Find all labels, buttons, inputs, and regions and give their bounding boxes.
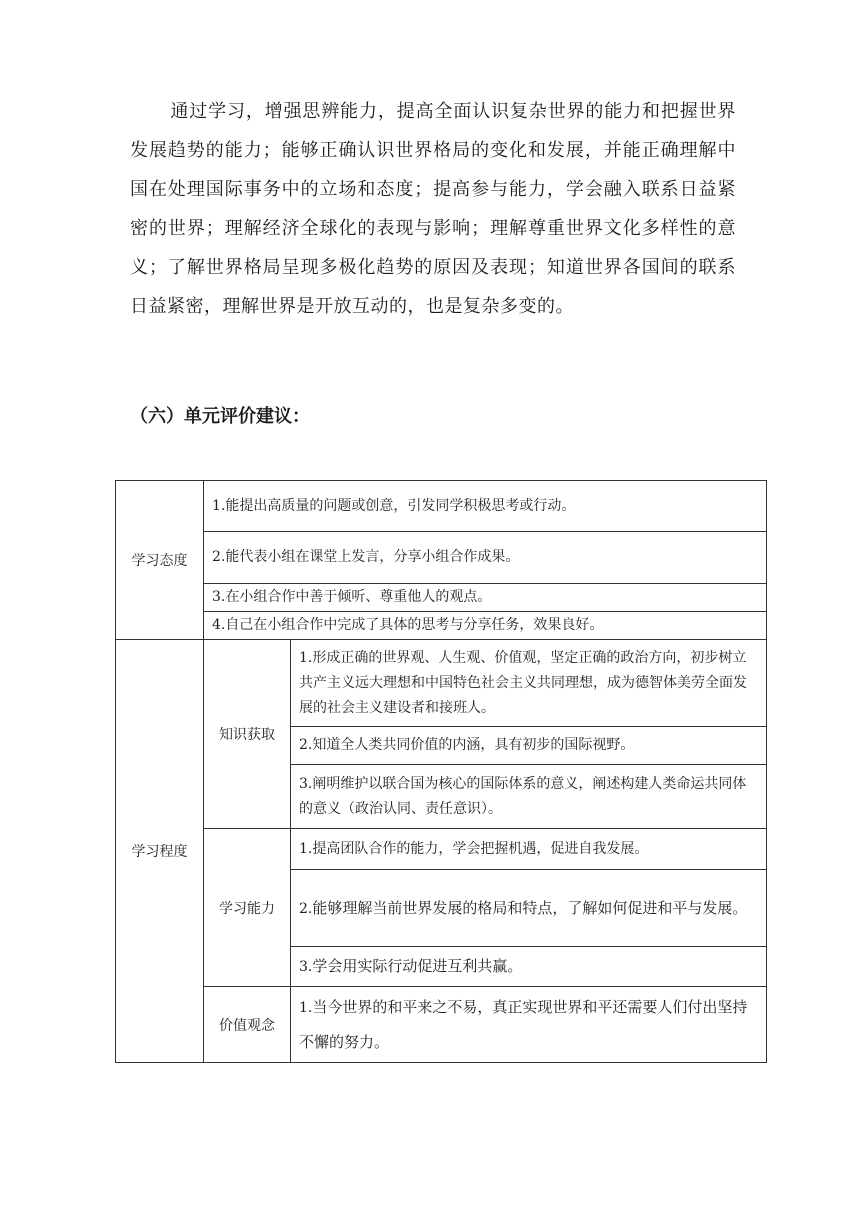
intro-paragraph bbox=[130, 92, 736, 326]
table-row bbox=[116, 987, 767, 1063]
attitude-item-2: 2.能代表小组在课堂上发言，分享小组合作成果。 bbox=[204, 532, 767, 584]
attitude-item-1: 1.能提出高质量的问题或创意，引发同学积极思考或行动。 bbox=[204, 481, 767, 532]
section-heading: （六）单元评价建议： bbox=[130, 406, 310, 427]
ability-item-2-number: 2. bbox=[299, 900, 313, 917]
ability-item-3-text: 学会用实际行动促进互利共赢。 bbox=[312, 957, 523, 975]
subcategory-values: 价值观念 bbox=[204, 987, 291, 1063]
subcategory-knowledge: 知识获取 bbox=[204, 640, 291, 829]
knowledge-item-3: 3.阐明维护以联合国为核心的国际体系的意义，阐述构建人类命运共同体的意义（政治认同、责任意识）。 bbox=[291, 765, 767, 829]
evaluation-table bbox=[115, 480, 767, 1063]
intro-paragraph-text: 通过学习，增强思辨能力，提高全面认识复杂世界的能力和把握世界发展趋势的能力；能够正确认识世界格局的变化和发展，并能正确理解中国在处理国际事务中的立场和态度；提高参与能力，学会融入联系日益紧密的世界；理解经济全球化的表现与影响；理解尊重世界文化多样性的意义；了解世界格局呈现多极化趋势的原因及表现；知道世界各国间的联系日益紧密，理解世界是开放互动的，也是复杂多变的。 bbox=[130, 101, 736, 317]
table-row bbox=[116, 829, 767, 870]
table-row bbox=[116, 612, 767, 640]
ability-item-2 bbox=[291, 870, 767, 947]
ability-item-3-number: 3. bbox=[299, 959, 313, 975]
ability-item-2-text: 能够理解当前世界发展的格局和特点，了解如何促进和平与发展。 bbox=[312, 898, 748, 917]
table-row bbox=[116, 584, 767, 612]
values-item-1-text: 当今世界的和平来之不易，真正实现世界和平还需要人们付出坚持不懈的努力。 bbox=[299, 998, 748, 1051]
category-attitude: 学习态度 bbox=[116, 481, 204, 640]
table-row bbox=[116, 640, 767, 727]
knowledge-item-2: 2.知道全人类共同价值的内涵，具有初步的国际视野。 bbox=[291, 727, 767, 765]
values-item-1 bbox=[291, 987, 767, 1063]
ability-item-3 bbox=[291, 947, 767, 987]
ability-item-1: 1.提高团队合作的能力，学会把握机遇，促进自我发展。 bbox=[291, 829, 767, 870]
subcategory-ability: 学习能力 bbox=[204, 829, 291, 987]
knowledge-item-1: 1.形成正确的世界观、人生观、价值观，坚定正确的政治方向，初步树立共产主义远大理想和中国特色社会主义共同理想，成为德智体美劳全面发展的社会主义建设者和接班人。 bbox=[291, 640, 767, 727]
table-row bbox=[116, 481, 767, 532]
values-item-1-number: 1. bbox=[299, 1000, 313, 1016]
category-degree: 学习程度 bbox=[116, 640, 204, 1063]
table-row bbox=[116, 532, 767, 584]
attitude-item-3: 3.在小组合作中善于倾听、尊重他人的观点。 bbox=[204, 584, 767, 612]
attitude-item-4: 4.自己在小组合作中完成了具体的思考与分享任务，效果良好。 bbox=[204, 612, 767, 640]
